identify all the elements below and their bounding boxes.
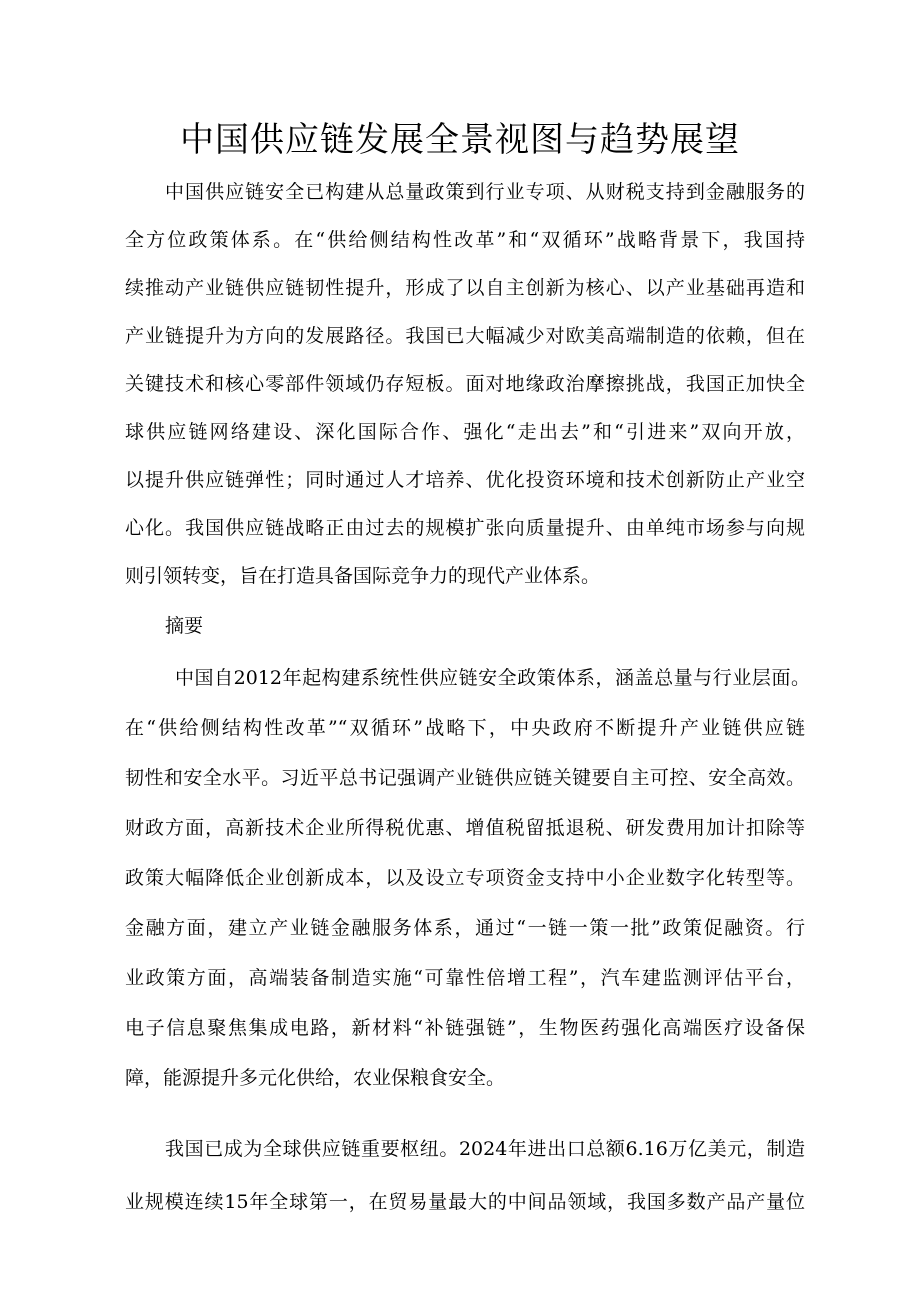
abstract-line: 金融方面，建立产业链金融服务体系，通过“一链一策一批”政策促融资。行	[125, 917, 805, 939]
intro-line: 则引领转变，旨在打造具备国际竞争力的现代产业体系。	[125, 565, 601, 587]
abstract-line: 中国自2012年起构建系统性供应链安全政策体系，涵盖总量与行业层面。	[175, 667, 810, 689]
intro-line: 续推动产业链供应链韧性提升，形成了以自主创新为核心、以产业基础再造和	[125, 277, 805, 299]
intro-line: 全方位政策体系。在“供给侧结构性改革”和“双循环”战略背景下，我国持	[125, 229, 805, 251]
hub-line: 我国已成为全球供应链重要枢纽。2024年进出口总额6.16万亿美元，制造	[165, 1138, 805, 1160]
abstract-line: 财政方面，高新技术企业所得税优惠、增值税留抵退税、研发费用加计扣除等	[125, 817, 805, 839]
abstract-heading: 摘要	[165, 615, 204, 637]
intro-line: 关键技术和核心零部件领域仍存短板。面对地缘政治摩擦挑战，我国正加快全	[125, 373, 805, 395]
abstract-line: 在“供给侧结构性改革”“双循环”战略下，中央政府不断提升产业链供应链	[125, 717, 805, 739]
abstract-line: 韧性和安全水平。习近平总书记强调产业链供应链关键要自主可控、安全高效。	[125, 767, 805, 789]
intro-line: 产业链提升为方向的发展路径。我国已大幅减少对欧美高端制造的依赖，但在	[125, 325, 805, 347]
abstract-line: 障，能源提升多元化供给，农业保粮食安全。	[125, 1067, 506, 1089]
intro-line: 以提升供应链弹性；同时通过人才培养、优化投资环境和技术创新防止产业空	[125, 469, 805, 491]
intro-line: 中国供应链安全已构建从总量政策到行业专项、从财税支持到金融服务的	[165, 181, 805, 203]
intro-line: 心化。我国供应链战略正由过去的规模扩张向质量提升、由单纯市场参与向规	[125, 517, 805, 539]
intro-line: 球供应链网络建设、深化国际合作、强化“走出去”和“引进来”双向开放，	[125, 421, 805, 443]
abstract-line: 业政策方面，高端装备制造实施“可靠性倍增工程”，汽车建监测评估平台，	[125, 967, 805, 989]
abstract-line: 政策大幅降低企业创新成本，以及设立专项资金支持中小企业数字化转型等。	[125, 867, 805, 889]
hub-line: 业规模连续15年全球第一，在贸易量最大的中间品领域，我国多数产品产量位	[125, 1191, 805, 1213]
abstract-line: 电子信息聚焦集成电路，新材料“补链强链”，生物医药强化高端医疗设备保	[125, 1017, 805, 1039]
document-title: 中国供应链发展全景视图与趋势展望	[180, 120, 740, 160]
